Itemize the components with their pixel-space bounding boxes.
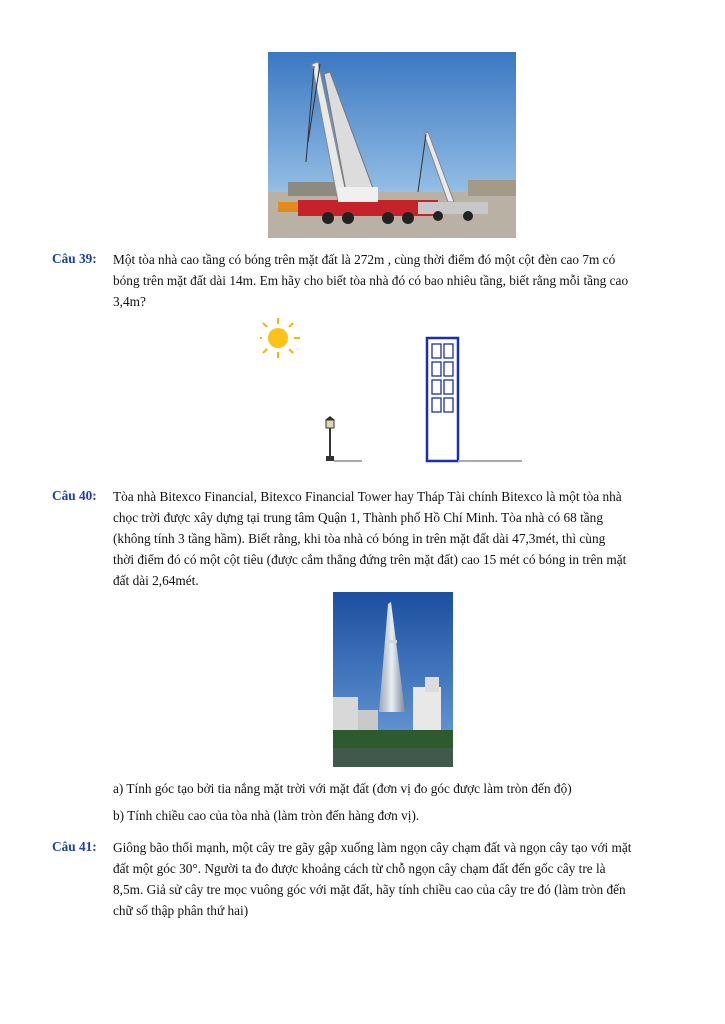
q40-line-2: chọc trời được xây dựng tại trung tâm Quận 1, Thành phố Hồ Chí Minh. Tòa nhà có 68 tầng [113, 510, 603, 525]
q41-line-4: chữ số thập phân thứ hai) [113, 903, 249, 918]
q41-line-2: đất một góc 30°. Người ta đo được khoảng cách từ chỗ ngọn cây chạm đất đến gốc cây tre là [113, 861, 606, 876]
q40-part-b: b) Tính chiều cao của tòa nhà (làm tròn đến hàng đơn vị). [113, 808, 420, 823]
q41-line-1: Giông bão thổi mạnh, một cây tre gãy gập xuống làm ngọn cây chạm đất và ngọn cây tạo với mặt [113, 840, 632, 855]
question-40-text [113, 486, 673, 591]
building-icon [427, 338, 458, 461]
question-39-text [113, 249, 673, 312]
q40-line-5: đất dài 2,64mét. [113, 573, 199, 588]
q39-line-3: 3,4m? [113, 294, 146, 309]
question-40-label: Câu 40: [52, 488, 97, 503]
sun-icon [260, 318, 300, 358]
question-39-label: Câu 39: [52, 251, 97, 266]
crane-photo [268, 52, 516, 238]
q39-line-1: Một tòa nhà cao tầng có bóng trên mặt đất là 272m , cùng thời điểm đó một cột đèn cao 7m có [113, 252, 616, 267]
lamp-post-icon [325, 416, 335, 461]
q41-line-3: 8,5m. Giả sử cây tre mọc vuông góc với mặt đất, hãy tính chiều cao của cây tre đó (làm tròn đến [113, 882, 626, 897]
question-41-text [113, 837, 673, 921]
bitexco-tower-photo [333, 592, 453, 767]
q40-line-4: thời điểm đó có một cột tiêu (được cắm thẳng đứng trên mặt đất) cao 15 mét có bóng in trên mặt [113, 552, 627, 567]
q40-line-3: (không tính 3 tầng hầm). Biết rằng, khi tòa nhà có bóng in trên mặt đất dài 47,3mét, thì cùng [113, 531, 606, 546]
q39-line-2: bóng trên mặt đất dài 14m. Em hãy cho biết tòa nhà đó có bao nhiêu tầng, biết rằng mỗi tầng cao [113, 273, 629, 288]
q40-part-a: a) Tính góc tạo bởi tia nắng mặt trời với mặt đất (đơn vị đo góc được làm tròn đến độ) [113, 781, 572, 796]
q40-line-1: Tòa nhà Bitexco Financial, Bitexco Financial Tower hay Tháp Tài chính Bitexco là một tòa nhà [113, 489, 622, 504]
building-shadow-diagram [260, 318, 530, 468]
question-41-label: Câu 41: [52, 839, 97, 854]
